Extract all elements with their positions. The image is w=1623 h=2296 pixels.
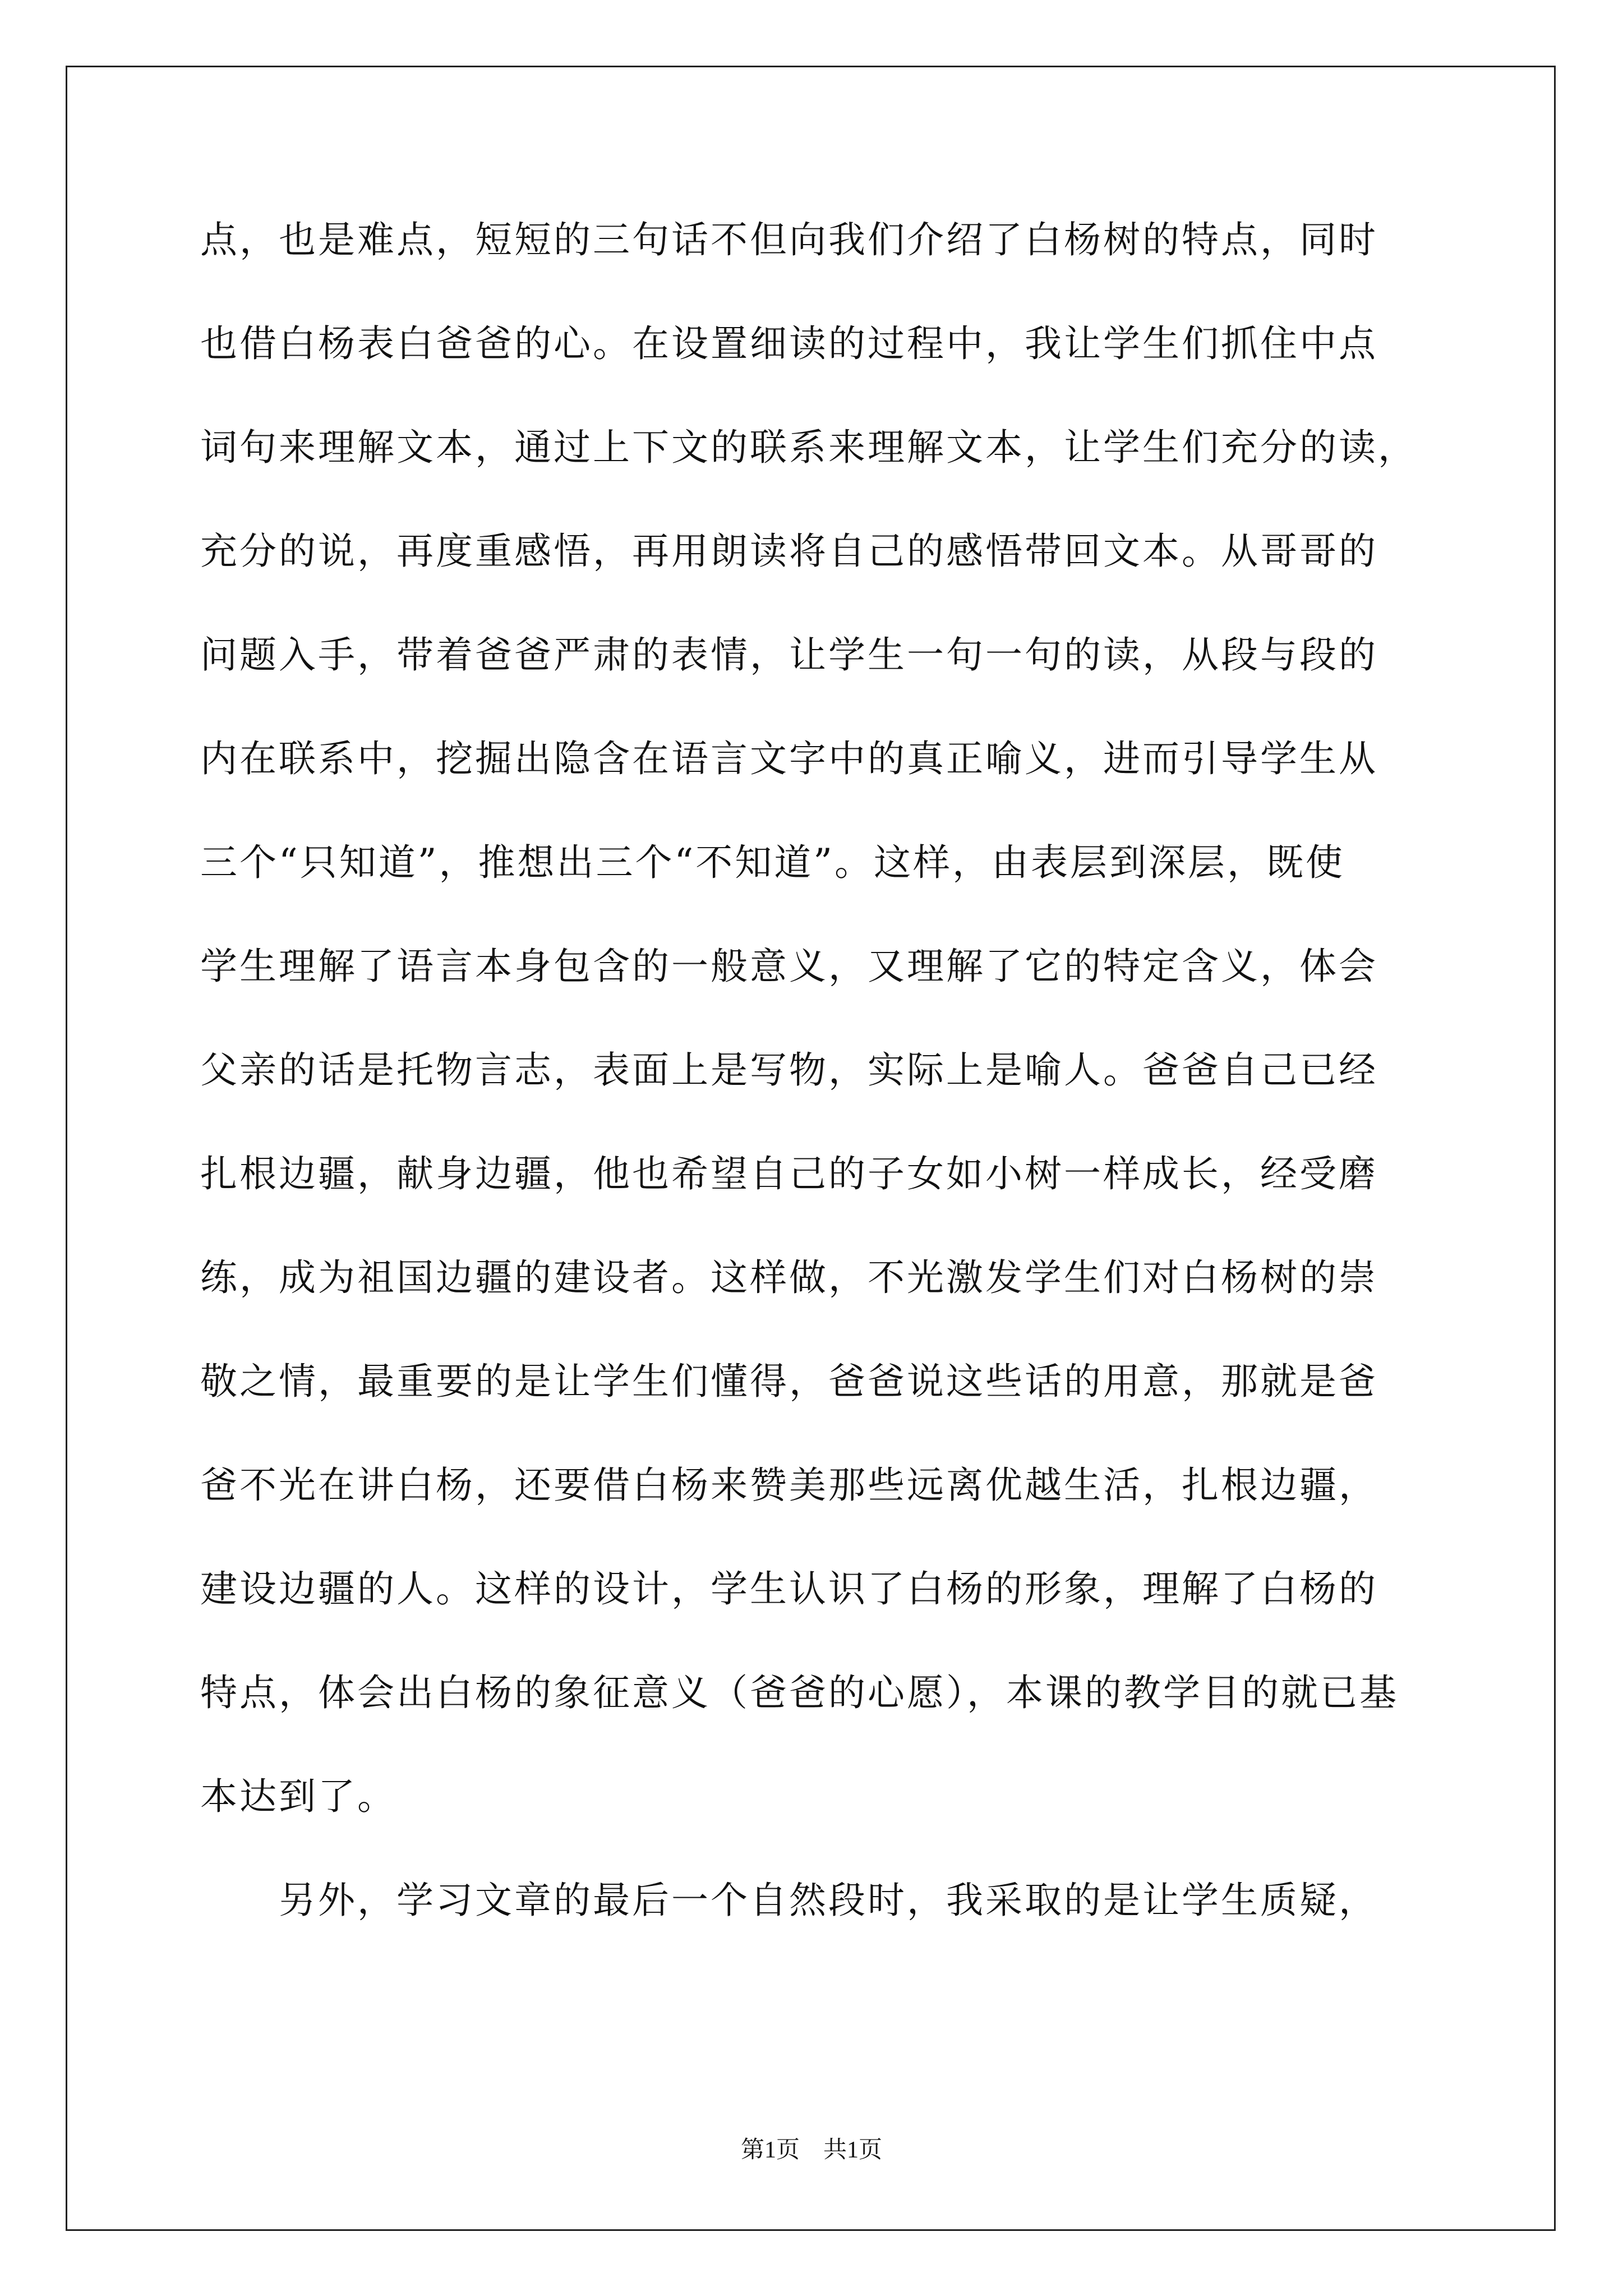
text-line: 敬之情，最重要的是让学生们懂得，爸爸说这些话的用意，那就是爸 [200, 1360, 1378, 1403]
text-line: 也借白杨表白爸爸的心。在设置细读的过程中，我让学生们抓住中点 [200, 322, 1378, 365]
text-line: 爸不光在讲白杨，还要借白杨来赞美那些远离优越生活，扎根边疆， [200, 1464, 1378, 1507]
text-line: 本达到了。 [200, 1775, 396, 1818]
text-line: 建设边疆的人。这样的设计，学生认识了白杨的形象，理解了白杨的 [200, 1567, 1378, 1611]
text-line: 问题入手，带着爸爸严肃的表情，让学生一句一句的读，从段与段的 [200, 633, 1378, 677]
text-line: 另外，学习文章的最后一个自然段时，我采取的是让学生质疑， [200, 1879, 1378, 1922]
text-line: 父亲的话是托物言志，表面上是写物，实际上是喻人。爸爸自己已经 [200, 1048, 1378, 1092]
text-line: 词句来理解文本，通过上下文的联系来理解文本，让学生们充分的读， [200, 426, 1417, 469]
text-line: 点，也是难点，短短的三句话不但向我们介绍了白杨树的特点，同时 [200, 218, 1378, 261]
text-line: 学生理解了语言本身包含的一般意义，又理解了它的特定含义，体会 [200, 945, 1378, 988]
text-line: 练，成为祖国边疆的建设者。这样做，不光激发学生们对白杨树的崇 [200, 1256, 1378, 1299]
text-line: 扎根边疆，献身边疆，他也希望自己的子女如小树一样成长，经受磨 [200, 1152, 1378, 1195]
text-line: 三个“只知道”，推想出三个“不知道”。这样，由表层到深层，既使 [200, 841, 1345, 884]
page-number-footer: 第1页 共1页 [740, 2137, 882, 2163]
text-line: 充分的说，再度重感悟，再用朗读将自己的感悟带回文本。从哥哥的 [200, 530, 1378, 573]
text-line: 特点，体会出白杨的象征意义（爸爸的心愿），本课的教学目的就已基 [200, 1671, 1399, 1714]
text-line: 内在联系中，挖掘出隐含在语言文字中的真正喻义，进而引导学生从 [200, 737, 1378, 780]
